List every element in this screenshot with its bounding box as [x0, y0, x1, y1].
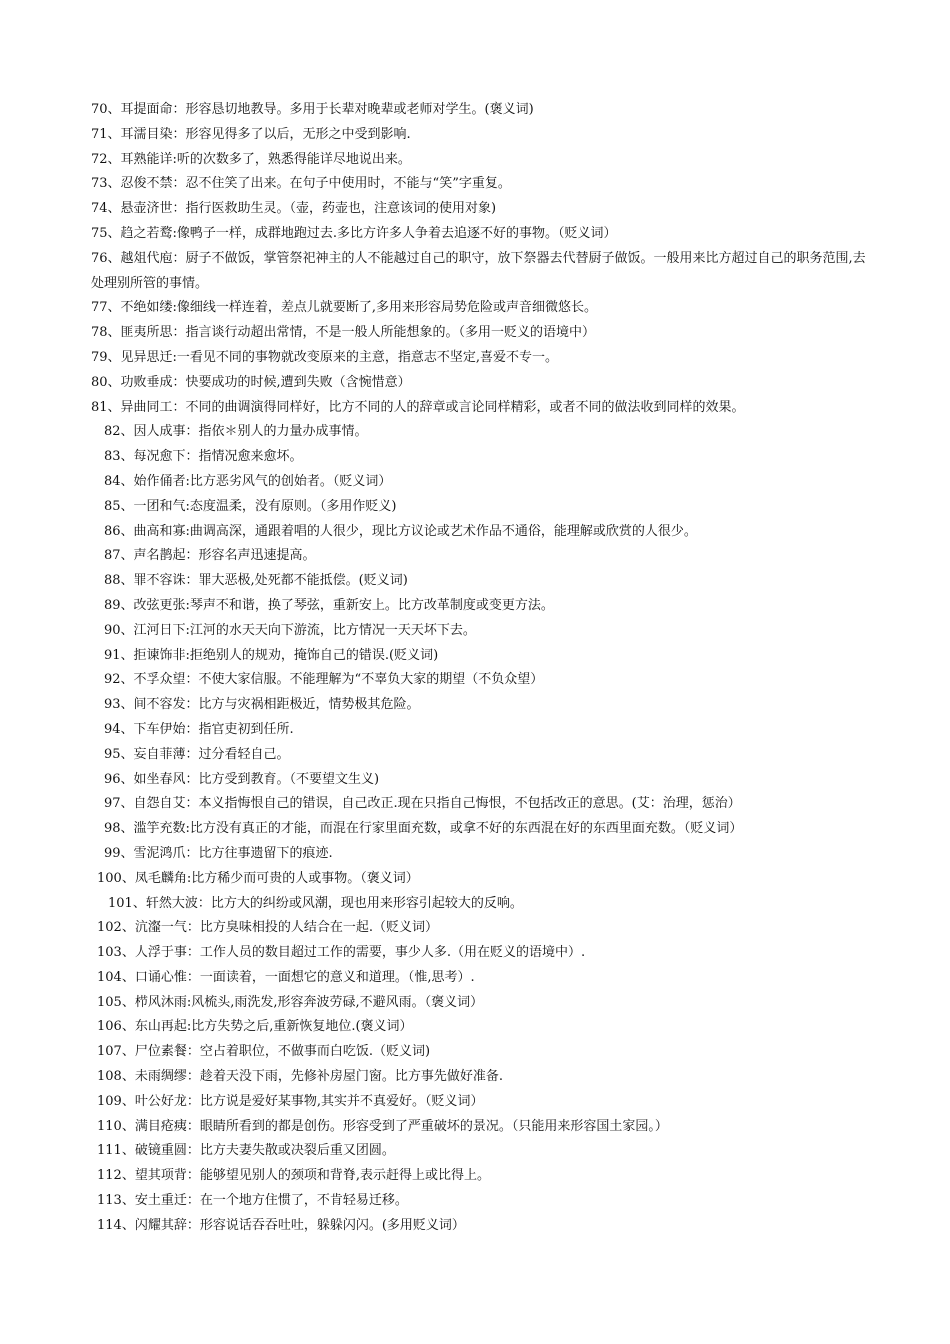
list-item: 107、尸位素餐：空占着职位，不做事而白吃饭.（贬义词)	[97, 1044, 431, 1060]
list-item: 81、异曲同工：不同的曲调演得同样好，比方不同的人的辞章或言论同样精彩，或者不同的做法收到同样的效果。	[91, 399, 745, 415]
list-item: 110、满目疮痍：眼睛所看到的都是创伤。形容受到了严重破坏的景况。（只能用来形容国土家园。）	[97, 1118, 668, 1134]
list-item: 114、闪耀其辞：形容说话吞吞吐吐，躲躲闪闪。(多用贬义词）	[97, 1217, 465, 1233]
list-item: 79、见异思迁:一看见不同的事物就改变原来的主意，指意志不坚定,喜爱不专一。	[91, 349, 559, 365]
list-item: 78、匪夷所思：指言谈行动超出常情，不是一般人所能想象的。（多用一贬义的语境中）	[91, 325, 596, 341]
list-item: 84、始作俑者:比方恶劣风气的创始者。（贬义词）	[104, 473, 392, 489]
list-item: 105、栉风沐雨:风梳头,雨洗发,形容奔波劳碌,不避风雨。（褒义词）	[97, 994, 484, 1010]
list-item: 96、如坐春风：比方受到教育。（不要望文生义)	[104, 771, 380, 787]
list-item: 95、妄自菲薄：过分看轻自己。	[104, 746, 290, 762]
list-item: 98、滥竽充数:比方没有真正的才能，而混在行家里面充数，或拿不好的东西混在好的东西里面充数。（贬义词）	[104, 821, 743, 837]
list-item: 82、因人成事：指依＊别人的力量办成事情。	[104, 424, 368, 440]
list-item: 71、耳濡目染：形容见得多了以后，无形之中受到影响.	[91, 126, 411, 142]
list-item: 77、不绝如缕:像细线一样连着，差点儿就要断了,多用来形容局势危险或声音细微悠长。	[91, 300, 598, 316]
list-item: 89、改弦更张:琴声不和谐，换了琴弦，重新安上。比方改革制度或变更方法。	[104, 597, 554, 613]
list-item: 109、叶公好龙：比方说是爱好某事物,其实并不真爱好。（贬义词）	[97, 1093, 484, 1109]
list-item: 104、口诵心惟：一面读着，一面想它的意义和道理。（惟,思考）.	[97, 969, 475, 985]
list-item: 83、每况愈下：指情况愈来愈坏。	[104, 449, 303, 465]
list-item: 86、曲高和寡:曲调高深，通跟着唱的人很少，现比方议论或艺术作品不通俗，能理解或欣赏的人很少。	[104, 523, 697, 539]
list-item: 80、功败垂成：快要成功的时候,遭到失败（含惋惜意）	[91, 374, 411, 390]
list-item: 74、悬壶济世：指行医救助生灵。（壶，药壶也，注意该词的使用对象)	[91, 201, 497, 217]
list-item: 75、趋之若鹜:像鸭子一样，成群地跑过去.多比方许多人争着去追逐不好的事物。（贬义词）	[91, 225, 617, 241]
list-item: 111、破镜重圆：比方夫妻失散或决裂后重又团圆。	[97, 1143, 395, 1159]
list-item: 92、不孚众望：不使大家信服。不能理解为“不辜负大家的期望（不负众望）	[104, 672, 544, 688]
list-item: 73、忍俊不禁：忍不住笑了出来。在句子中使用时，不能与“笑”字重复。	[91, 176, 511, 192]
list-item: 85、一团和气:态度温柔，没有原则。（多用作贬义)	[104, 498, 397, 514]
list-item: 72、耳熟能详:听的次数多了，熟悉得能详尽地说出来。	[91, 151, 411, 167]
list-item: 103、人浮于事：工作人员的数目超过工作的需要，事少人多.（用在贬义的语境中）.	[97, 945, 586, 961]
list-item: 90、江河日下:江河的水天天向下游流，比方情况一天天坏下去。	[104, 622, 476, 638]
list-item: 76、越俎代庖：厨子不做饭，掌管祭祀神主的人不能越过自己的职守，放下祭器去代替厨子做饭。一般用来比方超过自己的职务范围,去处理别所管的事情。	[91, 250, 866, 291]
list-item: 112、望其项背：能够望见别人的颈项和背脊,表示赶得上或比得上。	[97, 1168, 490, 1184]
list-item: 97、自怨自艾：本义指悔恨自己的错误，自己改正.现在只指自己悔恨，不包括改正的意思。(艾：治理，惩治）	[104, 796, 741, 812]
list-item: 88、罪不容诛：罪大恶极,处死都不能抵偿。(贬义词)	[104, 573, 408, 589]
list-item: 102、沆瀣一气：比方臭味相投的人结合在一起.（贬义词）	[97, 920, 438, 936]
list-item: 94、下车伊始：指官吏初到任所.	[104, 721, 294, 737]
list-item: 99、雪泥鸿爪：比方往事遗留下的痕迹.	[104, 845, 333, 861]
idiom-list	[0, 98, 950, 1239]
list-item: 70、耳提面命：形容恳切地教导。多用于长辈对晚辈或老师对学生。(褒义词)	[91, 102, 534, 117]
list-item: 101、轩然大波：比方大的纠纷或风潮，现也用来形容引起较大的反响。	[108, 895, 523, 911]
list-item: 113、安土重迁：在一个地方住惯了，不肯轻易迁移。	[97, 1193, 408, 1209]
list-item: 91、拒谏饰非:拒绝别人的规劝，掩饰自己的错误.(贬义词)	[104, 647, 439, 663]
list-item: 100、凤毛麟角:比方稀少而可贵的人或事物。（褒义词）	[97, 870, 419, 886]
list-item: 87、声名鹊起：形容名声迅速提高。	[104, 548, 316, 564]
list-item: 106、东山再起:比方失势之后,重新恢复地位.(褒义词）	[97, 1019, 413, 1035]
list-item: 93、间不容发：比方与灾祸相距极近，情势极其危险。	[104, 697, 420, 713]
list-item: 108、未雨绸缪：趁着天没下雨，先修补房屋门窗。比方事先做好准备.	[97, 1069, 503, 1085]
